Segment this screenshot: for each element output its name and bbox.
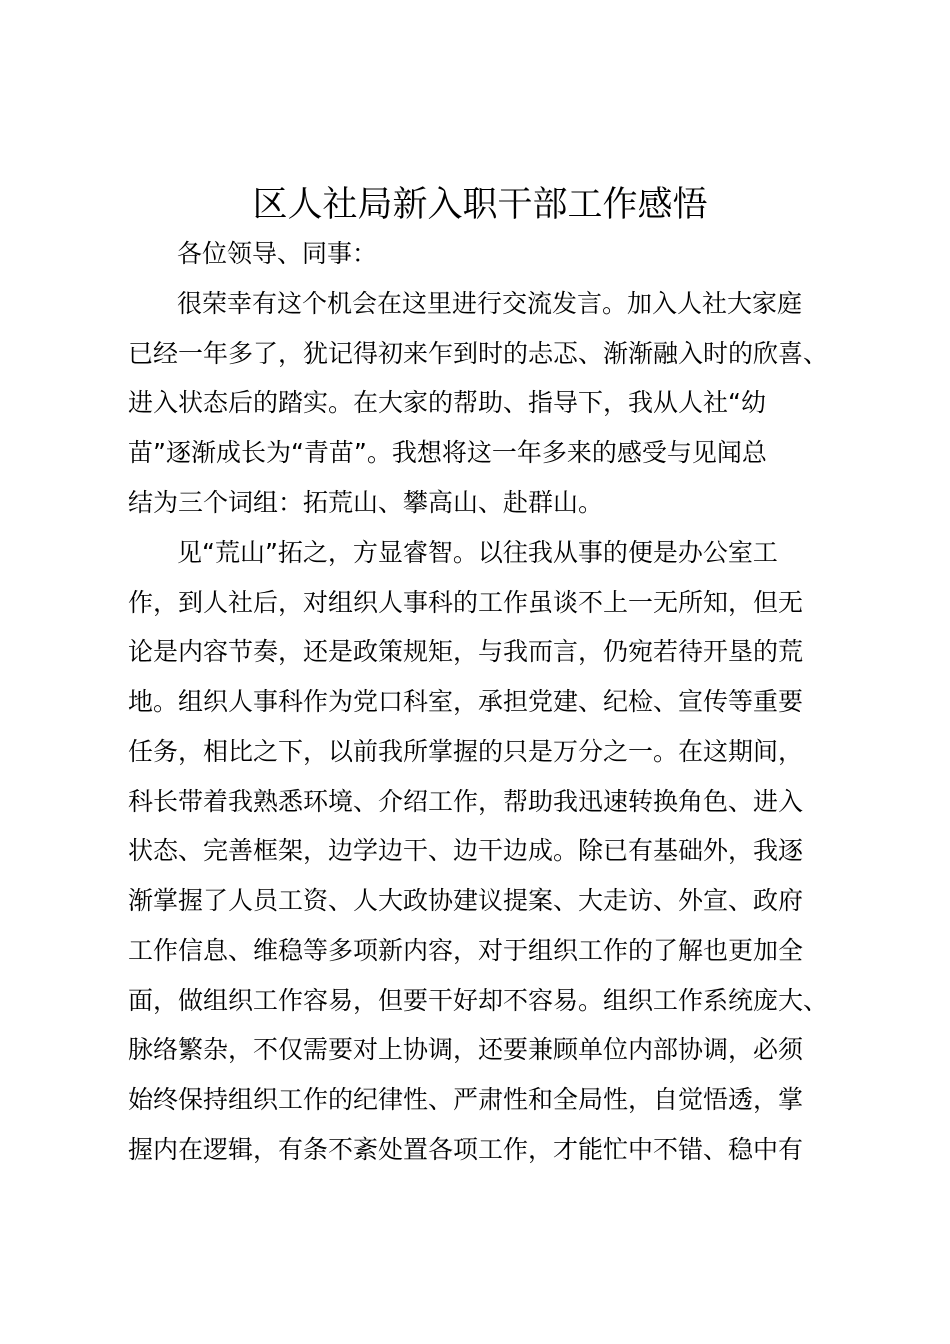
paragraph-1-line-3: 进入状态后的踏实。在大家的帮助、指导下，我从人社“幼 bbox=[128, 388, 766, 417]
paragraph-2-line-12: 始终保持组织工作的纪律性、严肃性和全局性，自觉悟透，掌 bbox=[128, 1085, 804, 1114]
paragraph-1-line-4: 苗”逐渐成长为“青苗”。我想将这一年多来的感受与见闻总 bbox=[128, 438, 767, 467]
paragraph-2-line-9: 工作信息、维稳等多项新内容，对于组织工作的了解也更加全 bbox=[128, 936, 804, 965]
paragraph-2-line-5: 任务，相比之下，以前我所掌握的只是万分之一。在这期间， bbox=[128, 737, 804, 766]
paragraph-2-line-8: 渐掌握了人员工资、人大政协建议提案、大走访、外宣、政府 bbox=[128, 886, 804, 915]
paragraph-2-line-1: 见“荒山”拓之，方显睿智。以往我从事的便是办公室工 bbox=[177, 538, 778, 567]
paragraph-1-line-5: 结为三个词组：拓荒山、攀高山、赴群山。 bbox=[128, 488, 604, 517]
paragraph-1-line-1: 很荣幸有这个机会在这里进行交流发言。加入人社大家庭 bbox=[177, 289, 803, 318]
paragraph-2-line-3: 论是内容节奏，还是政策规矩，与我而言，仍宛若待开垦的荒 bbox=[128, 637, 804, 666]
paragraph-2-line-11: 脉络繁杂，不仅需要对上协调，还要兼顾单位内部协调，必须 bbox=[128, 1035, 804, 1064]
salutation: 各位领导、同事： bbox=[177, 239, 378, 268]
paragraph-2-line-4: 地。组织人事科作为党口科室，承担党建、纪检、宣传等重要 bbox=[128, 687, 804, 716]
paragraph-2-line-7: 状态、完善框架，边学边干、边干边成。除已有基础外，我逐 bbox=[128, 836, 804, 865]
paragraph-2-line-13: 握内在逻辑，有条不紊处置各项工作，才能忙中不错、稳中有 bbox=[128, 1135, 804, 1164]
paragraph-2-line-10: 面，做组织工作容易，但要干好却不容易。组织工作系统庞大、 bbox=[128, 986, 829, 1015]
document-title: 区人社局新入职干部工作感悟 bbox=[252, 185, 708, 225]
paragraph-2-line-2: 作，到人社后，对组织人事科的工作虽谈不上一无所知，但无 bbox=[128, 588, 804, 617]
paragraph-1-line-2: 已经一年多了，犹记得初来乍到时的忐忑、渐渐融入时的欣喜、 bbox=[128, 339, 829, 368]
paragraph-2-line-6: 科长带着我熟悉环境、介绍工作，帮助我迅速转换角色、进入 bbox=[128, 787, 804, 816]
